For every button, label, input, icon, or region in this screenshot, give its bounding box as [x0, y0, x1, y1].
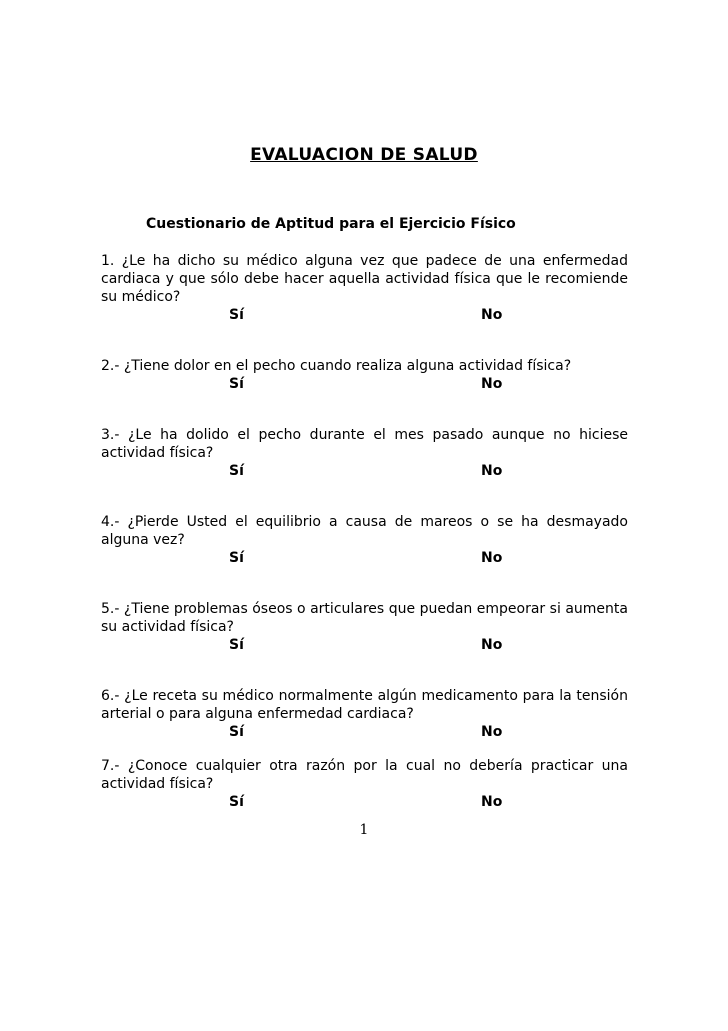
answer-no-option[interactable]: No	[481, 307, 503, 323]
question-4	[101, 513, 628, 567]
question-text: 5.- ¿Tiene problemas óseos o articulares que puedan empeorar si aumenta su actividad física?	[101, 601, 628, 635]
question-text: 4.- ¿Pierde Usted el equilibrio a causa de mareos o se ha desmayado alguna vez?	[101, 514, 628, 548]
answer-no-option[interactable]: No	[481, 550, 503, 566]
answer-yes-option[interactable]: Sí	[229, 376, 244, 392]
question-7	[101, 757, 628, 811]
question-text: 2.- ¿Tiene dolor en el pecho cuando realiza alguna actividad física?	[101, 358, 572, 374]
question-5	[101, 600, 628, 654]
answer-row	[101, 375, 628, 393]
answer-yes-option[interactable]: Sí	[229, 794, 244, 810]
question-1	[101, 252, 628, 324]
question-text: 3.- ¿Le ha dolido el pecho durante el mes pasado aunque no hiciese actividad física?	[101, 427, 628, 461]
question-text: 7.- ¿Conoce cualquier otra razón por la cual no debería practicar una actividad física?	[101, 758, 628, 792]
answer-no-option[interactable]: No	[481, 794, 503, 810]
answer-row	[101, 549, 628, 567]
question-3	[101, 426, 628, 480]
answer-no-option[interactable]: No	[481, 724, 503, 740]
answer-no-option[interactable]: No	[481, 376, 503, 392]
answer-yes-option[interactable]: Sí	[229, 724, 244, 740]
answer-yes-option[interactable]: Sí	[229, 550, 244, 566]
questionnaire-subtitle: Cuestionario de Aptitud para el Ejercicio Físico	[146, 216, 516, 232]
question-text: 1. ¿Le ha dicho su médico alguna vez que padece de una enfermedad cardiaca y que sólo debe hacer aquella actividad física que le recomiende su médico?	[101, 253, 628, 305]
answer-yes-option[interactable]: Sí	[229, 307, 244, 323]
question-2	[101, 357, 628, 393]
answer-row	[101, 723, 628, 741]
answer-no-option[interactable]: No	[481, 463, 503, 479]
answer-row	[101, 636, 628, 654]
answer-yes-option[interactable]: Sí	[229, 463, 244, 479]
answer-row	[101, 306, 628, 324]
question-text: 6.- ¿Le receta su médico normalmente algún medicamento para la tensión arterial o para alguna enfermedad cardiaca?	[101, 688, 628, 722]
answer-yes-option[interactable]: Sí	[229, 637, 244, 653]
question-6	[101, 687, 628, 741]
page-number: 1	[359, 822, 369, 838]
answer-no-option[interactable]: No	[481, 637, 503, 653]
answer-row	[101, 462, 628, 480]
answer-row	[101, 793, 628, 811]
page-title: EVALUACION DE SALUD	[250, 145, 478, 165]
